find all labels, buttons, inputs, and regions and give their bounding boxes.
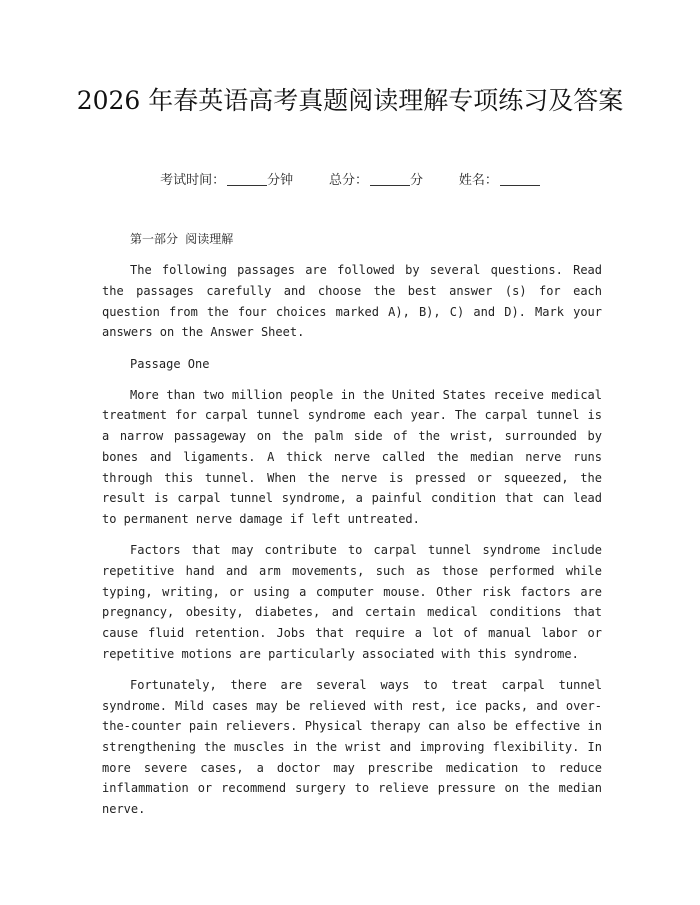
exam-time-field [160,173,301,188]
passage-paragraph-1: More than two million people in the United States receive medical treatment for carpal tunnel syndrome each year. The carpal tunnel is a narrow passageway on the palm side of the wrist, surrounded by bones and ligaments. A thick nerve called the median nerve runs through this tunnel. When the nerve is pressed or squeezed, the result is carpal tunnel syndrome, a painful condition that can lead to permanent nerve damage if left untreated. [102,387,602,526]
passage-heading: Passage One [130,356,210,371]
total-score-label: 总分： [328,173,368,188]
passage-paragraph-2: Factors that may contribute to carpal tunnel syndrome include repetitive hand and arm movements, such as those performed while typing, writing, or using a computer mouse. Other risk factors are pregnancy, obesity, diabetes, and certain medical conditions that cause fluid retention. Jobs that require a lot of manual labor or repetitive motions are particularly associated with this syndrome. [102,543,602,661]
total-score-field [329,173,431,188]
exam-time-blank [227,185,267,186]
student-name-blank [500,185,540,186]
document-body [102,229,602,830]
exam-meta-line [0,169,700,188]
instructions-paragraph: The following passages are followed by several questions. Read the passages carefully and choose the best answer (s) for each question from the four choices marked A), B), C) and D). Mark your answers on the Answer Sheet. [102,263,602,340]
exam-time-label: 考试时间： [160,173,226,188]
student-name-field [459,173,540,188]
student-name-label: 姓名： [458,173,498,188]
document-title: 2026 年春英语高考真题阅读理解专项练习及答案 [76,86,624,115]
total-score-blank [370,185,410,186]
passage-paragraph-3: Fortunately, there are several ways to treat carpal tunnel syndrome. Mild cases may be relieved with rest, ice packs, and over-the-counter pain relievers. Physical therapy can also be effective in strengthening the muscles in the wrist and improving flexibility. In more severe cases, a doctor may prescribe medication to reduce inflammation or recommend surgery to relieve pressure on the median nerve. [102,677,602,817]
exam-time-unit: 分钟 [267,173,294,188]
total-score-unit: 分 [410,173,424,188]
section-heading: 第一部分 阅读理解 [130,232,234,246]
